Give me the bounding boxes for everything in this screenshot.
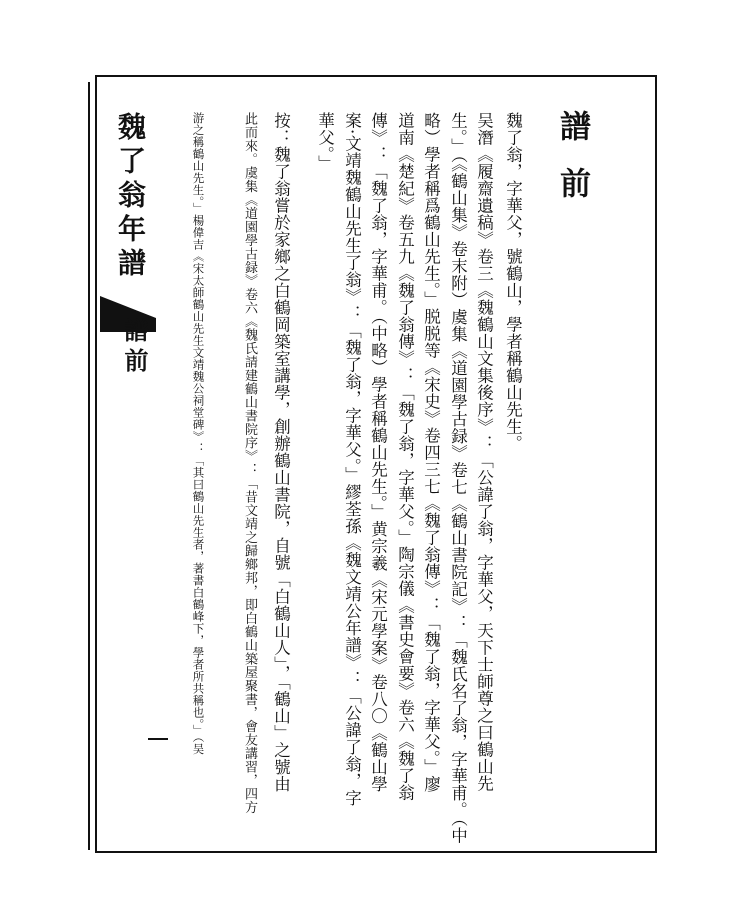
text-column: 華父。」 xyxy=(315,112,335,172)
text-column: 傳》：「魏了翁，字華甫。（中略）學者稱鶴山先生。」黄宗羲《宋元學案》卷八〇《鶴山學 xyxy=(368,112,388,793)
page-tick-mark xyxy=(148,738,168,740)
text-column: 生。」（《鶴山集》卷末附）虞集《道園學古録》卷七《鶴山書院記》：「魏氏名了翁，字華甫。（中 xyxy=(448,112,468,844)
text-column: 吴潛《履齋遺稿》卷三《魏鶴山文集後序》：「公諱了翁，字華父，天下士師尊之曰鶴山先 xyxy=(474,112,494,792)
chapter-marker: 譜前 xyxy=(120,318,149,378)
text-column: 按：魏了翁嘗於家鄉之白鶴岡築室講學，創辦鶴山書院，自號「白鶴山人」，「鶴山」之號由 xyxy=(271,112,291,793)
chapter-heading: 譜前 xyxy=(554,110,590,224)
text-column: 案·文靖魏鶴山先生了翁》：「魏了翁，字華父。」繆荃孫《魏文靖公年譜》：「公諱了翁，字 xyxy=(342,112,362,807)
text-column: 略）學者稱爲鶴山先生。」脱脱等《宋史》卷四三七《魏了翁傳》：「魏了翁，字華父。」廖 xyxy=(421,112,441,793)
running-title: 魏了翁年譜 xyxy=(114,112,147,282)
text-column: 魏了翁，字華父，號鶴山，學者稱鶴山先生。 xyxy=(503,112,523,452)
text-column-small: 游之稱鶴山先生。」楊偉吉《宋太師鶴山先生文靖魏公祠堂碑》：「其曰鶴山先生者，著書白鶴峰下，學者所共稱也。」（吴 xyxy=(191,112,206,755)
text-column: 此而來。虞集《道園學古録》卷六《魏氏請建鶴山書院序》：「昔文靖之歸鄉邦，即白鶴山築屋聚書，會友講習，四方 xyxy=(242,112,257,814)
text-column: 道南《楚紀》卷五九《魏了翁傳》：「魏了翁，字華父。」陶宗儀《書史會要》卷六《魏了翁 xyxy=(395,112,415,801)
